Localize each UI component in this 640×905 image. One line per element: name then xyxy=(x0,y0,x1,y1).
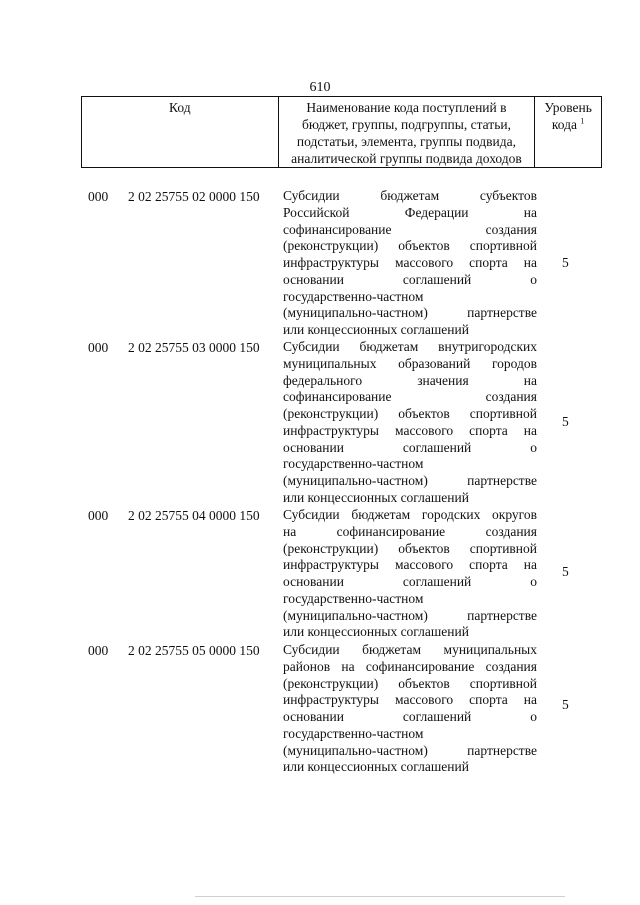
scan-edge-line xyxy=(195,896,565,897)
header-name-cell xyxy=(278,97,535,168)
revenue-name-line: или концессионных соглашений xyxy=(283,489,469,505)
code-level: 5 xyxy=(562,255,569,270)
revenue-name xyxy=(283,642,537,776)
header-code-label: Код xyxy=(169,100,191,115)
revenue-name-line: Субсидии бюджетам городских округов xyxy=(283,507,537,522)
header-name-line: подстатьи, элемента, группы подвида, xyxy=(296,134,516,149)
revenue-name-line: на софинансирование создания xyxy=(283,523,537,539)
revenue-name-line: основании соглашений о xyxy=(283,271,537,287)
footnote-marker: 1 xyxy=(580,116,585,126)
revenue-name-line: инфраструктуры массового спорта на xyxy=(283,692,537,708)
revenue-name-line: государственно-частном xyxy=(283,288,424,304)
revenue-name xyxy=(283,188,537,339)
revenue-name-line: Российской Федерации на xyxy=(283,204,537,220)
revenue-name-line: муниципальных образований городов xyxy=(283,355,537,371)
admin-code: 000 xyxy=(88,340,109,355)
revenue-name-line: (реконструкции) объектов спортивной xyxy=(283,675,537,691)
revenue-code: 2 02 25755 03 0000 150 xyxy=(128,340,260,355)
code-level: 5 xyxy=(562,697,569,712)
revenue-code: 2 02 25755 05 0000 150 xyxy=(128,643,260,658)
revenue-name xyxy=(283,507,537,641)
revenue-name-line: государственно-частном xyxy=(283,725,424,741)
revenue-code: 2 02 25755 04 0000 150 xyxy=(128,508,260,523)
revenue-name-line: государственно-частном xyxy=(283,590,424,606)
revenue-name-line: (муниципально-частном) партнерстве xyxy=(283,607,537,623)
revenue-name-line: или концессионных соглашений xyxy=(283,759,469,775)
revenue-name-line: (муниципально-частном) партнерстве xyxy=(283,473,537,488)
revenue-name-line: основании соглашений о xyxy=(283,574,537,589)
revenue-name-line: (муниципально-частном) партнерстве xyxy=(283,305,537,321)
revenue-name-line: (реконструкции) объектов спортивной xyxy=(283,406,537,421)
header-name-line: бюджет, группы, подгруппы, статьи, xyxy=(301,117,511,132)
admin-code: 000 xyxy=(88,508,109,523)
page-number: 610 xyxy=(309,80,331,95)
revenue-name xyxy=(283,339,537,507)
revenue-name-line: (реконструкции) объектов спортивной xyxy=(283,540,537,556)
revenue-name-line: (муниципально-частном) партнерстве xyxy=(283,742,537,758)
code-level: 5 xyxy=(562,414,569,429)
revenue-name-line: (реконструкции) объектов спортивной xyxy=(283,238,537,254)
header-level-label-2: кода xyxy=(551,117,578,132)
revenue-name-line: или концессионных соглашений xyxy=(283,624,469,640)
revenue-code: 2 02 25755 02 0000 150 xyxy=(128,189,260,204)
revenue-name-line: основании соглашений о xyxy=(283,439,537,455)
header-code-cell xyxy=(82,97,279,168)
revenue-name-line: инфраструктуры массового спорта на xyxy=(283,422,537,438)
revenue-name-line: софинансирование создания xyxy=(283,389,537,405)
revenue-name-line: государственно-частном xyxy=(283,456,424,472)
revenue-name-line: Субсидии бюджетам муниципальных xyxy=(283,642,537,657)
revenue-name-line: федерального значения на xyxy=(283,372,537,388)
table-header xyxy=(81,96,602,168)
revenue-name-line: софинансирование создания xyxy=(283,221,537,237)
header-level-label: Уровень xyxy=(544,100,592,115)
revenue-name-line: или концессионных соглашений xyxy=(283,322,469,337)
revenue-name-line: Субсидии бюджетам внутригородских xyxy=(283,339,537,354)
revenue-name-line: Субсидии бюджетам субъектов xyxy=(283,188,537,203)
admin-code: 000 xyxy=(88,189,109,204)
revenue-name-line: инфраструктуры массового спорта на xyxy=(283,255,537,270)
header-level-cell xyxy=(535,97,602,168)
revenue-name-line: основании соглашений о xyxy=(283,709,537,724)
header-name-line: аналитической группы подвида доходов xyxy=(291,151,522,166)
code-level: 5 xyxy=(562,564,569,579)
revenue-name-line: районов на софинансирование создания xyxy=(283,658,537,674)
revenue-name-line: инфраструктуры массового спорта на xyxy=(283,557,537,573)
header-name-line: Наименование кода поступлений в xyxy=(306,100,507,115)
admin-code: 000 xyxy=(88,643,109,658)
